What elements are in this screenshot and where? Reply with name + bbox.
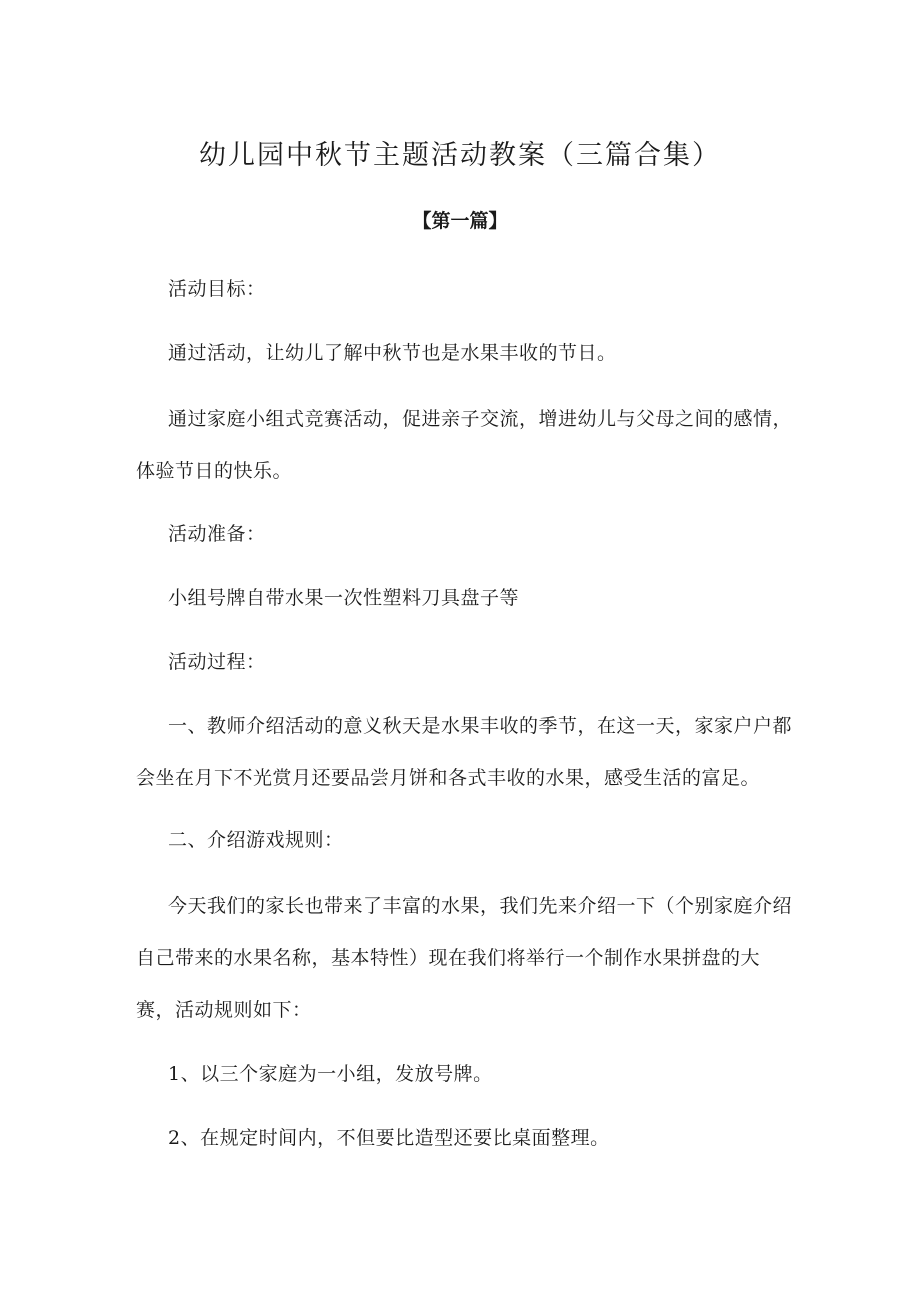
paragraph-prep-items: 小组号牌自带水果一次性塑料刀具盘子等 <box>168 587 520 609</box>
paragraph-rule-1: 1、以三个家庭为一小组，发放号牌。 <box>168 1063 493 1085</box>
paragraph-step-2-body: 今天我们的家长也带来了丰富的水果，我们先来介绍一下（个别家庭介绍自己带来的水果名称，基本特性）现在我们将举行一个制作水果拼盘的大赛，活动规则如下： <box>136 895 793 1021</box>
paragraph-step-2-heading: 二、介绍游戏规则： <box>168 829 344 851</box>
paragraph-goal-heading: 活动目标： <box>168 278 266 300</box>
paragraph-prep-heading: 活动准备： <box>168 523 266 545</box>
paragraph-goal-2: 通过家庭小组式竞赛活动，促进亲子交流，增进幼儿与父母之间的感情，体验节日的快乐。 <box>136 408 793 482</box>
paragraph-process-heading: 活动过程： <box>168 651 266 673</box>
paragraph-rule-2: 2、在规定时间内，不但要比造型还要比桌面整理。 <box>168 1127 610 1149</box>
document-title: 幼儿园中秋节主题活动教案（三篇合集） <box>199 140 721 171</box>
section-heading: 【第一篇】 <box>412 210 508 232</box>
paragraph-goal-1: 通过活动，让幼儿了解中秋节也是水果丰收的节日。 <box>168 342 617 364</box>
paragraph-step-1: 一、教师介绍活动的意义秋天是水果丰收的季节，在这一天，家家户户都会坐在月下不光赏月还要品尝月饼和各式丰收的水果，感受生活的富足。 <box>136 715 793 789</box>
